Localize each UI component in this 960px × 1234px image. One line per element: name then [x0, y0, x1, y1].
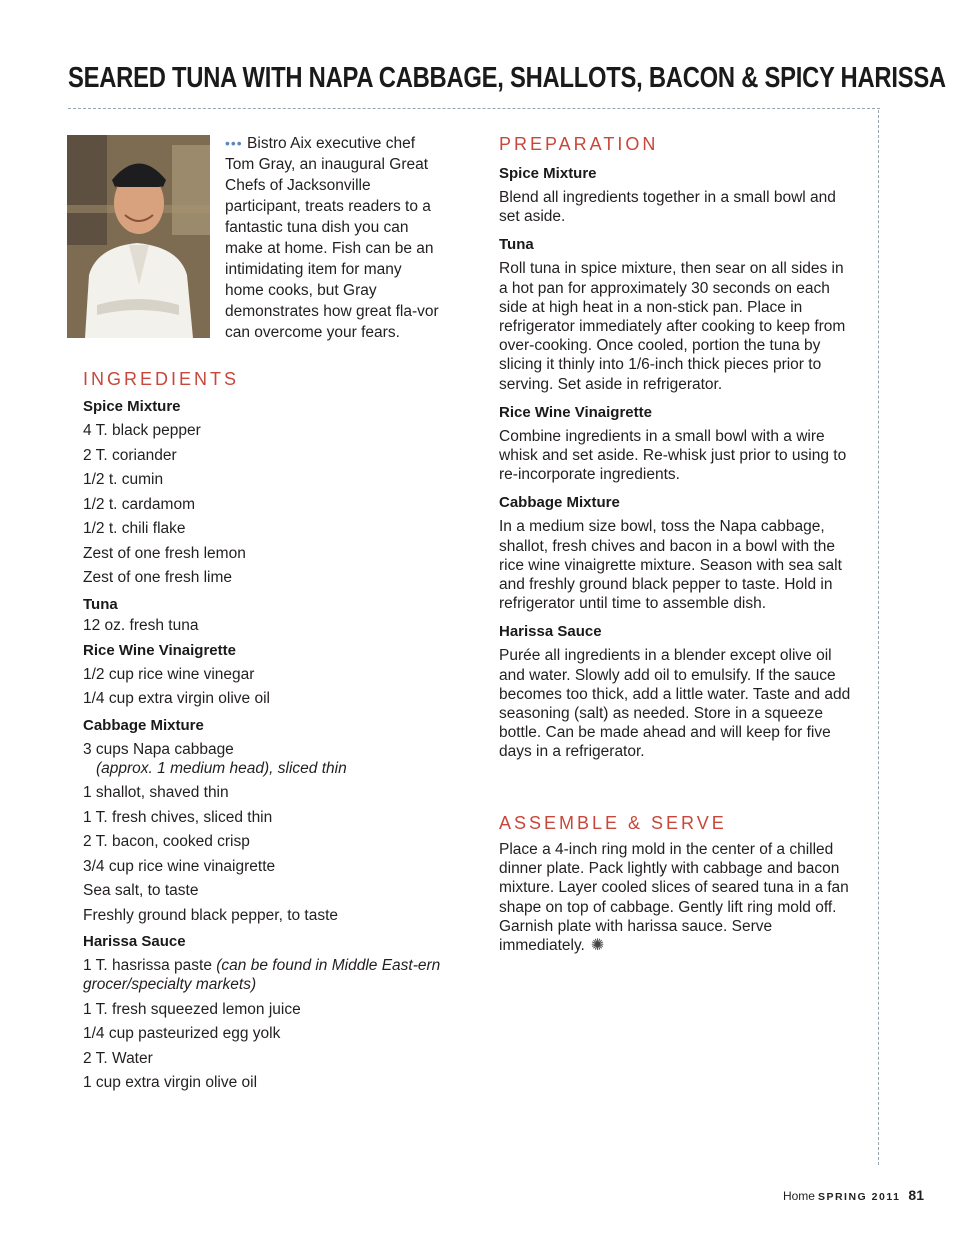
magazine-name: Home	[782, 1189, 815, 1203]
step-title: Harissa Sauce	[499, 623, 602, 641]
prep-step-vinaigrette	[499, 403, 851, 485]
group-title: Cabbage Mixture	[83, 716, 204, 734]
list-item: Sea salt, to taste	[83, 882, 199, 899]
group-title: Tuna	[83, 595, 118, 613]
list-item: Zest of one fresh lime	[83, 569, 233, 586]
bullet-dots-icon: •••	[225, 135, 243, 151]
list-item: 4 T. black pepper	[83, 422, 201, 439]
step-text: In a medium size bowl, toss the Napa cabbage, shallot, fresh chives and bacon in a bowl with the rice wine vinaigrette mixture. Season with sea salt and freshly ground black pepper to taste. Hold in refrigerator until time to assemble dish.	[499, 518, 842, 613]
assemble-section	[499, 813, 851, 955]
list-item: 1/2 t. chili flake	[83, 520, 186, 537]
intro-text: Bistro Aix executive chef Tom Gray, an inaugural Great Chefs of Jacksonville participant, treats readers to a fantastic tuna dish you can make at home. Fish can be an intimidating item for many home cooks, but Gray demonstrates how great fla-vor can overcome your fears.	[225, 135, 439, 341]
assemble-heading: ASSEMBLE & SERVE	[499, 813, 727, 833]
ingredients-heading: INGREDIENTS	[83, 369, 240, 389]
title-divider	[68, 108, 880, 109]
list-item: 1/4 cup extra virgin olive oil	[83, 690, 270, 707]
list-item: 1 T. fresh chives, sliced thin	[83, 808, 273, 826]
group-title: Spice Mixture	[83, 398, 181, 415]
list-item: Freshly ground black pepper, to taste	[83, 906, 339, 924]
list-item: 1 shallot, shaved thin	[83, 784, 229, 801]
step-title: Cabbage Mixture	[499, 494, 620, 512]
ingredient-group-cabbage	[83, 716, 443, 928]
end-mark-icon: ✺	[590, 937, 605, 955]
step-text: Roll tuna in spice mixture, then sear on all sides in a hot pan for approximately 30 seconds on each side at high heat in a non-stick pan. Place in refrigerator immediately after cooking to keep from over-cooking. Once cooled, portion the tuna by slicing it thinly into 1/6-inch thick pieces prior to serving. Set aside in refrigerator.	[499, 260, 846, 393]
ingredient-group-harissa	[83, 932, 443, 1095]
step-text: Purée all ingredients in a blender except olive oil and water. Slowly add oil to emulsify. If the sauce becomes too thick, add a little water. Taste and add seasoning (salt) as needed. Store in a squeeze bottle. Can be made ahead and will keep for five days in a refrigerator.	[499, 647, 851, 761]
list-item: 3/4 cup rice wine vinaigrette	[83, 857, 276, 875]
item-note: (can be found in Middle East-ern grocer/specialty markets)	[83, 957, 441, 993]
prep-step-spice	[499, 164, 851, 226]
list-item	[83, 737, 443, 781]
ingredient-group-spice	[83, 397, 443, 590]
list-item: 1/4 cup pasteurized egg yolk	[83, 1025, 281, 1042]
list-item: 1 T. fresh squeezed lemon juice	[83, 1000, 301, 1018]
page-title: SEARED TUNA WITH NAPA CABBAGE, SHALLOTS, BACON & SPICY HARISSA	[68, 62, 946, 94]
assemble-text	[499, 840, 851, 955]
chef-photo	[67, 135, 210, 338]
page-footer	[783, 1187, 924, 1203]
prep-step-cabbage	[499, 493, 851, 613]
group-title: Harissa Sauce	[83, 933, 186, 950]
page-number: 81	[908, 1187, 924, 1203]
list-item: 1/2 t. cardamom	[83, 495, 195, 513]
step-text: Blend all ingredients together in a small bowl and set aside.	[499, 189, 836, 226]
list-item: 2 T. Water	[83, 1049, 153, 1067]
item-text: 1 T. hasrissa paste	[83, 957, 217, 974]
item-text: 3 cups Napa cabbage	[83, 740, 234, 758]
list-item: 1 cup extra virgin olive oil	[83, 1074, 258, 1091]
intro-paragraph	[225, 133, 440, 343]
assemble-body: Place a 4-inch ring mold in the center of a chilled dinner plate. Pack lightly with cabbage and bacon mixture. Layer cooled slices of seared tuna in a fan shape on top of cabbage. Gently lift ring mold off. Garnish plate with harissa sauce. Serve immediately.	[499, 841, 849, 955]
prep-step-harissa	[499, 622, 851, 761]
list-item: 12 oz. fresh tuna	[83, 616, 199, 634]
list-item: 2 T. bacon, cooked crisp	[83, 833, 250, 850]
list-item: Zest of one fresh lemon	[83, 544, 246, 562]
preparation-section	[499, 134, 851, 771]
ingredients-section	[83, 369, 443, 1100]
side-divider	[878, 110, 879, 1165]
list-item	[83, 953, 443, 997]
prep-step-tuna	[499, 235, 851, 393]
step-title: Spice Mixture	[499, 165, 597, 182]
list-item: 1/2 cup rice wine vinegar	[83, 665, 255, 683]
list-item: 1/2 t. cumin	[83, 471, 164, 488]
step-text: Combine ingredients in a small bowl with a wire whisk and set aside. Re-whisk just prior to using to re-incorporate ingredients.	[499, 427, 847, 484]
list-item: 2 T. coriander	[83, 446, 177, 464]
preparation-heading: PREPARATION	[499, 134, 659, 154]
ingredient-group-vinaigrette	[83, 641, 443, 711]
issue-label: SPRING 2011	[817, 1191, 901, 1203]
step-title: Rice Wine Vinaigrette	[499, 403, 652, 421]
item-note: (approx. 1 medium head), sliced thin	[96, 759, 347, 777]
step-title: Tuna	[499, 236, 534, 254]
chef-portrait-image	[67, 135, 210, 338]
group-title: Rice Wine Vinaigrette	[83, 641, 236, 659]
ingredient-group-tuna	[83, 595, 443, 636]
